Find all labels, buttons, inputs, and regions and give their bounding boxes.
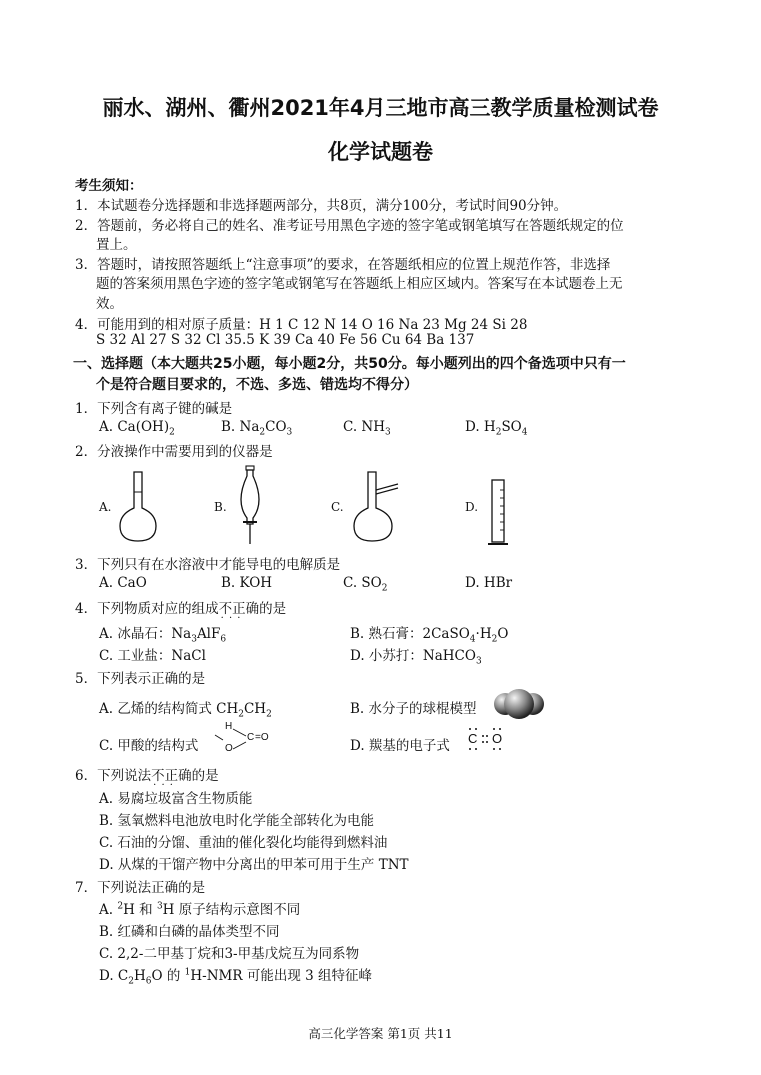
q3-stem: 3．下列只有在水溶液中才能导电的电解质是 — [75, 557, 341, 573]
q7-option-c: C. 2,2-二甲基丁烷和3-甲基戊烷互为同系物 — [99, 946, 360, 962]
q2-stem: 2．分液操作中需要用到的仪器是 — [75, 444, 273, 460]
q1-option-d: D. $H_2SO_4$ — [465, 419, 528, 438]
section-heading-1: 一、选择题（本大题共25小题，每小题2分，共50分。每小题列出的四个备选项中只有一 — [73, 356, 626, 372]
notice-item-4a: 4．可能用到的相对原子质量：H 1 C 12 N 14 O 16 Na 23 Mg 24 Si 28 — [75, 317, 528, 333]
page-footer: 高三化学答案 第1页 共11 — [308, 1026, 453, 1041]
q6-option-b: B. 氢氧燃料电池放电时化学能全部转化为电能 — [99, 813, 375, 829]
q6-option-d: D. 从煤的干馏产物中分离出的甲苯可用于生产 TNT — [99, 857, 409, 873]
separatory-funnel-icon — [233, 466, 267, 546]
notice-heading: 考生须知： — [75, 178, 143, 194]
q4-option-b: B. 熟石膏：$2CaSO_4\cdot H_2O$ — [350, 626, 509, 645]
q6-stem: 6．下列说法不正确 · · ·的是 — [75, 764, 219, 784]
distillation-flask-icon — [354, 470, 400, 544]
notice-item-2a: 2．答题前，务必将自己的姓名、准考证号用黑色字迹的签字笔或钢笔填写在答题纸规定的位 — [75, 218, 624, 234]
q2-option-b: B. — [214, 500, 227, 514]
q4-option-c: C. 工业盐：NaCl — [99, 648, 206, 664]
q1-option-c: C. $NH_3$ — [343, 419, 391, 438]
q6-option-a: A. 易腐垃圾富含生物质能 — [99, 791, 253, 807]
q3-option-c: C. $SO_2$ — [343, 575, 388, 594]
graduated-cylinder-icon — [488, 478, 510, 548]
notice-item-3b: 题的答案须用黑色字迹的签字笔或钢笔写在答题纸上相应区域内。答案写在本试题卷上无 — [96, 276, 623, 292]
notice-item-3a: 3．答题时，请按照答题纸上“注意事项”的要求，在答题纸相应的位置上规范作答，非选择 — [75, 257, 611, 273]
q3-option-b: B. KOH — [221, 575, 273, 591]
q5-stem: 5．下列表示正确的是 — [75, 671, 206, 687]
q7-option-b: B. 红磷和白磷的晶体类型不同 — [99, 924, 280, 940]
q2-option-a: A. — [99, 500, 112, 514]
notice-item-3c: 效。 — [96, 296, 123, 312]
formic-acid-structure: H O C =O — [213, 721, 277, 755]
q2-option-d: D. — [465, 500, 479, 514]
carbonyl-electron-formula: C O — [464, 726, 510, 752]
volumetric-flask-icon — [118, 470, 158, 544]
q4-stem: 4．下列物质对应的组成不正确 · · ·的是 — [75, 597, 286, 617]
q6-option-c: C. 石油的分馏、重油的催化裂化均能得到燃料油 — [99, 835, 388, 851]
q1-option-a: A. $Ca(OH)_2$ — [99, 419, 175, 438]
q5-option-a: A. 乙烯的结构简式 $CH_2CH_2$ — [99, 701, 272, 720]
q5-option-c: C. 甲酸的结构式 — [99, 738, 199, 754]
q3-option-a: A. CaO — [99, 575, 147, 591]
q5-option-b: B. 水分子的球棍模型 — [350, 701, 477, 717]
notice-item-1: 1．本试题卷分选择题和非选择题两部分，共8页，满分100分，考试时间90分钟。 — [75, 198, 568, 214]
q1-option-b: B. $Na_2CO_3$ — [221, 419, 293, 438]
q7-option-a: A. $^2$H 和 $^3$H 原子结构示意图不同 — [99, 901, 301, 918]
q3-option-d: D. HBr — [465, 575, 513, 591]
notice-item-4b: S 32 Al 27 S 32 Cl 35.5 K 39 Ca 40 Fe 56 Cu 64 Ba 137 — [96, 332, 475, 348]
water-ball-stick-model-icon — [494, 687, 544, 721]
q5-option-d: D. 羰基的电子式 — [350, 738, 450, 754]
q7-stem: 7．下列说法正确的是 — [75, 880, 206, 896]
q1-stem: 1．下列含有离子键的碱是 — [75, 401, 233, 417]
exam-title: 丽水、湖州、衢州2021年4月三地市高三教学质量检测试卷 — [102, 96, 659, 120]
notice-item-2b: 置上。 — [96, 237, 137, 253]
q2-option-c: C. — [331, 500, 344, 514]
exam-subtitle: 化学试题卷 — [328, 140, 433, 164]
section-heading-2: 个是符合题目要求的，不选、多选、错选均不得分） — [96, 377, 418, 393]
q4-option-a: A. 冰晶石：$Na_3AlF_6$ — [99, 626, 227, 645]
q7-option-d: D. $C_2H_6O$ 的 $^1$H-NMR 可能出现 3 组特征峰 — [99, 967, 373, 987]
q4-option-d: D. 小苏打：NaHCO$_3$ — [350, 648, 482, 667]
